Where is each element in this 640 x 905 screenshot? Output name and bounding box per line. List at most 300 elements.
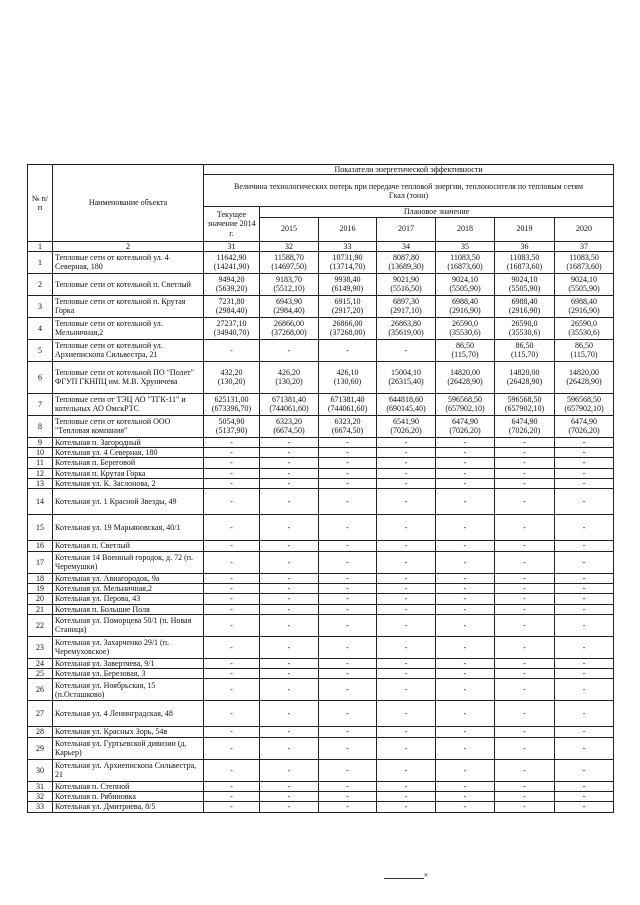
value-cell: - (319, 583, 377, 593)
column-index: 1 (28, 241, 53, 251)
value-cell: - (204, 781, 260, 791)
object-name: Тепловые сети от котельной ул. Мельничная,2 (53, 317, 204, 339)
value-cell: - (377, 594, 436, 604)
value-cell: - (260, 583, 319, 593)
header-current-value: Текущее значение 2014 г. (204, 207, 260, 241)
value-cell: - (377, 339, 436, 361)
table-row (28, 295, 614, 317)
value-cell: - (377, 737, 436, 759)
value-cell: - (319, 489, 377, 515)
object-name: Котельная ул. Ноябрьская, 15 (п.Осташково) (53, 679, 204, 701)
object-name: Тепловые сети от котельной ООО "Тепловая компания" (53, 415, 204, 437)
value-cell: - (319, 448, 377, 458)
value-cell: - (377, 468, 436, 478)
value-cell: - (377, 604, 436, 614)
table-row (28, 583, 614, 593)
value-cell: - (204, 448, 260, 458)
value-cell: - (319, 468, 377, 478)
header-object-name: Наименование объекта (53, 165, 204, 242)
table-row (28, 669, 614, 679)
footer-mark: » (424, 870, 428, 879)
document-page (27, 164, 613, 813)
object-name: Котельная п. Крутая Горка (53, 468, 204, 478)
object-name: Котельная п. Рябиновка (53, 792, 204, 802)
value-cell: 9494,20 (5639,20) (204, 273, 260, 295)
value-cell: - (555, 515, 614, 541)
value-cell: 86,50 (115,70) (495, 339, 555, 361)
value-cell: - (555, 727, 614, 737)
value-cell: - (495, 583, 555, 593)
value-cell: - (204, 759, 260, 781)
row-number: 24 (28, 658, 53, 668)
object-name: Котельная ул. Красных Зорь, 54в (53, 727, 204, 737)
value-cell: - (319, 737, 377, 759)
table-row (28, 701, 614, 727)
table-row (28, 339, 614, 361)
object-name: Котельная ул. К. Заслонова, 2 (53, 479, 204, 489)
value-cell: - (319, 802, 377, 812)
value-cell: - (495, 604, 555, 614)
value-cell: - (319, 573, 377, 583)
object-name: Котельная 14 Военный городок, д. 72 (п. Черемушки) (53, 551, 204, 573)
value-cell: - (555, 792, 614, 802)
value-cell: - (555, 759, 614, 781)
value-cell: 6474,90 (7026,20) (495, 415, 555, 437)
value-cell: - (204, 594, 260, 604)
value-cell: - (319, 669, 377, 679)
value-cell: - (436, 458, 495, 468)
value-cell: - (204, 458, 260, 468)
object-name: Котельная ул. 19 Марьяновская, 40/1 (53, 515, 204, 541)
value-cell: - (436, 658, 495, 668)
value-cell: 596568,50 (657902,10) (436, 393, 495, 415)
value-cell: - (319, 658, 377, 668)
object-name: Котельная п. Светлый (53, 541, 204, 551)
table-row (28, 437, 614, 447)
table-row (28, 604, 614, 614)
value-cell: - (319, 437, 377, 447)
value-cell: - (260, 737, 319, 759)
value-cell: 6323,20 (6674,50) (260, 415, 319, 437)
value-cell: - (495, 792, 555, 802)
table-row (28, 792, 614, 802)
value-cell: 27237,10 (34940,70) (204, 317, 260, 339)
value-cell: - (260, 489, 319, 515)
column-index: 36 (495, 241, 555, 251)
value-cell: - (495, 737, 555, 759)
value-cell: - (436, 583, 495, 593)
column-index: 33 (319, 241, 377, 251)
value-cell: - (260, 339, 319, 361)
value-cell: - (555, 658, 614, 668)
value-cell: - (204, 515, 260, 541)
value-cell: - (495, 594, 555, 604)
row-number: 15 (28, 515, 53, 541)
object-name: Тепловые сети от ТЭЦ АО "ТГК-11" и котельных АО ОмскРТС (53, 393, 204, 415)
header-year: 2020 (555, 217, 614, 241)
value-cell: 432,20 (130,20) (204, 361, 260, 393)
value-cell: 426,20 (130,20) (260, 361, 319, 393)
table-row (28, 781, 614, 791)
value-cell: - (260, 759, 319, 781)
loss-title-text: Величина технологических потерь при передаче тепловой энергии, теплоносителя по тепловым сетям (234, 181, 584, 191)
value-cell: - (377, 551, 436, 573)
value-cell: - (495, 701, 555, 727)
value-cell: - (260, 541, 319, 551)
value-cell: 9021,90 (5516,50) (377, 273, 436, 295)
value-cell: - (495, 541, 555, 551)
value-cell: - (204, 679, 260, 701)
value-cell: - (436, 594, 495, 604)
value-cell: - (436, 727, 495, 737)
object-name: Котельная ул. 4 Северная, 180 (53, 448, 204, 458)
value-cell: - (260, 515, 319, 541)
value-cell: 6988,40 (2916,90) (495, 295, 555, 317)
value-cell: - (555, 458, 614, 468)
value-cell: - (204, 802, 260, 812)
row-number: 21 (28, 604, 53, 614)
value-cell: 9024,10 (5505,90) (555, 273, 614, 295)
value-cell: - (319, 792, 377, 802)
value-cell: - (436, 802, 495, 812)
value-cell: - (204, 541, 260, 551)
value-cell: - (204, 468, 260, 478)
value-cell: - (204, 658, 260, 668)
value-cell: - (260, 802, 319, 812)
row-number: 30 (28, 759, 53, 781)
value-cell: - (319, 594, 377, 604)
value-cell: - (204, 551, 260, 573)
value-cell: 9938,40 (6149,90) (319, 273, 377, 295)
energy-efficiency-table (27, 164, 614, 813)
column-index: 35 (436, 241, 495, 251)
object-name: Тепловые сети от котельной ПО "Полет" ФГУП ГКНПЦ им. М.В. Хруничева (53, 361, 204, 393)
object-name: Тепловые сети от котельной п. Светлый (53, 273, 204, 295)
value-cell: - (260, 594, 319, 604)
value-cell: 596568,50 (657902,10) (495, 393, 555, 415)
object-name: Котельная ул. Архиепископа Сильвестра, 21 (53, 759, 204, 781)
value-cell: 11083,50 (16873,60) (436, 251, 495, 273)
row-number: 6 (28, 361, 53, 393)
value-cell: - (555, 614, 614, 636)
value-cell: - (260, 448, 319, 458)
value-cell: - (555, 679, 614, 701)
value-cell: - (204, 669, 260, 679)
value-cell: 14820,00 (26428,90) (495, 361, 555, 393)
row-number: 4 (28, 317, 53, 339)
value-cell: - (377, 437, 436, 447)
value-cell: - (204, 489, 260, 515)
value-cell: - (204, 701, 260, 727)
value-cell: - (495, 727, 555, 737)
value-cell: - (260, 792, 319, 802)
header-year: 2015 (260, 217, 319, 241)
value-cell: - (319, 636, 377, 658)
value-cell: - (555, 489, 614, 515)
table-row (28, 317, 614, 339)
value-cell: - (204, 604, 260, 614)
value-cell: 6541,90 (7026,20) (377, 415, 436, 437)
row-number: 10 (28, 448, 53, 458)
value-cell: - (377, 636, 436, 658)
value-cell: - (436, 489, 495, 515)
value-cell: - (555, 604, 614, 614)
value-cell: - (555, 802, 614, 812)
value-cell: - (204, 727, 260, 737)
value-cell: - (495, 658, 555, 668)
value-cell: - (260, 437, 319, 447)
value-cell: - (204, 636, 260, 658)
value-cell: - (319, 727, 377, 737)
column-index: 32 (260, 241, 319, 251)
table-row (28, 448, 614, 458)
value-cell: - (555, 636, 614, 658)
column-index: 2 (53, 241, 204, 251)
value-cell: - (555, 448, 614, 458)
row-number: 11 (28, 458, 53, 468)
value-cell: - (204, 583, 260, 593)
value-cell: - (495, 679, 555, 701)
value-cell: - (204, 792, 260, 802)
value-cell: - (555, 781, 614, 791)
value-cell: - (495, 636, 555, 658)
table-row (28, 515, 614, 541)
value-cell: - (495, 669, 555, 679)
object-name: Тепловые сети от котельной ул. 4 Северная, 180 (53, 251, 204, 273)
row-number: 17 (28, 551, 53, 573)
row-number: 3 (28, 295, 53, 317)
value-cell: - (260, 727, 319, 737)
row-number: 19 (28, 583, 53, 593)
value-cell: - (555, 541, 614, 551)
value-cell: - (260, 604, 319, 614)
value-cell: - (377, 679, 436, 701)
value-cell: 6915,10 (2917,20) (319, 295, 377, 317)
header-year: 2016 (319, 217, 377, 241)
value-cell: 644818,60 (690145,40) (377, 393, 436, 415)
value-cell: 11588,70 (14697,50) (260, 251, 319, 273)
table-row (28, 479, 614, 489)
value-cell: 6988,40 (2916,90) (555, 295, 614, 317)
value-cell: 10731,90 (13714,70) (319, 251, 377, 273)
value-cell: - (436, 792, 495, 802)
row-number: 9 (28, 437, 53, 447)
value-cell: - (377, 781, 436, 791)
value-cell: - (377, 573, 436, 583)
object-name: Тепловые сети от котельной п. Крутая Горка (53, 295, 204, 317)
row-number: 7 (28, 393, 53, 415)
value-cell: - (377, 669, 436, 679)
value-cell: - (377, 792, 436, 802)
value-cell: - (495, 448, 555, 458)
value-cell: 9024,10 (5505,90) (495, 273, 555, 295)
value-cell: - (204, 614, 260, 636)
table-row (28, 802, 614, 812)
value-cell: - (319, 701, 377, 727)
object-name: Котельная ул. Мельничная,2 (53, 583, 204, 593)
value-cell: - (377, 458, 436, 468)
object-name: Котельная ул. 1 Красной Звезды, 49 (53, 489, 204, 515)
value-cell: - (204, 437, 260, 447)
object-name: Котельная ул. Захарченко 29/1 (п. Черемуховское) (53, 636, 204, 658)
value-cell: - (495, 479, 555, 489)
object-name: Котельная ул. Поморцева 50/1 (п. Новая Станица) (53, 614, 204, 636)
table-row (28, 489, 614, 515)
row-number: 5 (28, 339, 53, 361)
value-cell: 14820,00 (26428,90) (436, 361, 495, 393)
value-cell: - (555, 583, 614, 593)
value-cell: - (495, 759, 555, 781)
value-cell: - (495, 468, 555, 478)
value-cell: - (555, 551, 614, 573)
value-cell: - (377, 583, 436, 593)
value-cell: 671381,40 (744061,60) (319, 393, 377, 415)
value-cell: - (319, 614, 377, 636)
header-planned-value: Плановое значение (260, 207, 614, 217)
header-number: № п/п (28, 165, 53, 242)
value-cell: 26863,80 (35619,00) (377, 317, 436, 339)
row-number: 22 (28, 614, 53, 636)
value-cell: 6474,90 (7026,20) (555, 415, 614, 437)
value-cell: 9024,10 (5505,90) (436, 273, 495, 295)
value-cell: 11642,90 (14241,90) (204, 251, 260, 273)
table-row (28, 636, 614, 658)
value-cell: - (377, 701, 436, 727)
header-year: 2018 (436, 217, 495, 241)
value-cell: - (436, 679, 495, 701)
value-cell: - (260, 614, 319, 636)
value-cell: 6323,20 (6674,50) (319, 415, 377, 437)
value-cell: - (377, 614, 436, 636)
value-cell: - (436, 468, 495, 478)
value-cell: 625131,00 (673396,70) (204, 393, 260, 415)
value-cell: - (377, 759, 436, 781)
value-cell: - (319, 551, 377, 573)
value-cell: 86,50 (115,70) (436, 339, 495, 361)
value-cell: 26590,0 (35530,6) (555, 317, 614, 339)
row-number: 31 (28, 781, 53, 791)
object-name: Котельная ул. Березовая, 3 (53, 669, 204, 679)
table-row (28, 759, 614, 781)
row-number: 29 (28, 737, 53, 759)
value-cell: - (319, 458, 377, 468)
value-cell: 86,50 (115,70) (555, 339, 614, 361)
row-number: 25 (28, 669, 53, 679)
value-cell: 11083,50 (16873,60) (555, 251, 614, 273)
value-cell: - (319, 541, 377, 551)
value-cell: - (319, 679, 377, 701)
value-cell: - (436, 551, 495, 573)
value-cell: - (555, 737, 614, 759)
value-cell: 7231,80 (2984,40) (204, 295, 260, 317)
value-cell: 15004,10 (26315,40) (377, 361, 436, 393)
object-name: Котельная ул. Авиагородок, 9а (53, 573, 204, 583)
unit-text: Гкал (тонн) (388, 190, 429, 200)
value-cell: - (495, 802, 555, 812)
value-cell: - (495, 781, 555, 791)
row-number: 28 (28, 727, 53, 737)
object-name: Котельная ул. Дмитриева, 8/5 (53, 802, 204, 812)
object-name: Котельная п. Большие Поля (53, 604, 204, 614)
table-row (28, 594, 614, 604)
table-row (28, 468, 614, 478)
value-cell: - (436, 636, 495, 658)
value-cell: - (319, 515, 377, 541)
value-cell: - (495, 614, 555, 636)
row-number: 20 (28, 594, 53, 604)
value-cell: - (319, 339, 377, 361)
object-name: Котельная п. Береговой (53, 458, 204, 468)
value-cell: - (436, 604, 495, 614)
table-row (28, 273, 614, 295)
row-number: 32 (28, 792, 53, 802)
row-number: 13 (28, 479, 53, 489)
value-cell: - (319, 479, 377, 489)
value-cell: - (436, 669, 495, 679)
table-row (28, 458, 614, 468)
value-cell: 11083,50 (16873,60) (495, 251, 555, 273)
value-cell: - (260, 701, 319, 727)
table-row (28, 393, 614, 415)
row-number: 23 (28, 636, 53, 658)
value-cell: 26590,0 (35530,6) (495, 317, 555, 339)
value-cell: - (555, 437, 614, 447)
value-cell: 8087,80 (13689,30) (377, 251, 436, 273)
value-cell: 6988,40 (2916,90) (436, 295, 495, 317)
value-cell: - (555, 479, 614, 489)
header-year: 2017 (377, 217, 436, 241)
value-cell: 9183,70 (5512,10) (260, 273, 319, 295)
object-name: Котельная п. Степной (53, 781, 204, 791)
table-row (28, 679, 614, 701)
column-index: 34 (377, 241, 436, 251)
value-cell: - (260, 458, 319, 468)
row-number: 26 (28, 679, 53, 701)
table-row (28, 727, 614, 737)
value-cell: - (495, 437, 555, 447)
value-cell: 671381,40 (744061,60) (260, 393, 319, 415)
value-cell: 26590,0 (35530,6) (436, 317, 495, 339)
row-number: 27 (28, 701, 53, 727)
value-cell: - (436, 479, 495, 489)
value-cell: 426,10 (130,60) (319, 361, 377, 393)
table-row (28, 415, 614, 437)
value-cell: - (436, 515, 495, 541)
object-name: Котельная ул. 4 Ленинградская, 48 (53, 701, 204, 727)
value-cell: - (436, 541, 495, 551)
value-cell: - (204, 479, 260, 489)
object-name: Тепловые сети от котельной ул. Архиепископа Сильвестра, 21 (53, 339, 204, 361)
header-indicators: Показатели энергетической эффективности (204, 165, 614, 175)
value-cell: 6943,90 (2984,40) (260, 295, 319, 317)
object-name: Котельная п. Загородный (53, 437, 204, 447)
table-row (28, 737, 614, 759)
value-cell: - (495, 551, 555, 573)
value-cell: - (319, 781, 377, 791)
value-cell: - (377, 727, 436, 737)
value-cell: - (204, 737, 260, 759)
value-cell: - (260, 468, 319, 478)
value-cell: 26866,00 (37268,00) (260, 317, 319, 339)
value-cell: - (377, 448, 436, 458)
object-name: Котельная ул. Гуртьевской дивизии (д. Карьер) (53, 737, 204, 759)
row-number: 12 (28, 468, 53, 478)
value-cell: 6474,90 (7026,20) (436, 415, 495, 437)
row-number: 2 (28, 273, 53, 295)
object-name: Котельная ул. Завертяева, 9/1 (53, 658, 204, 668)
value-cell: - (555, 701, 614, 727)
table-row (28, 541, 614, 551)
